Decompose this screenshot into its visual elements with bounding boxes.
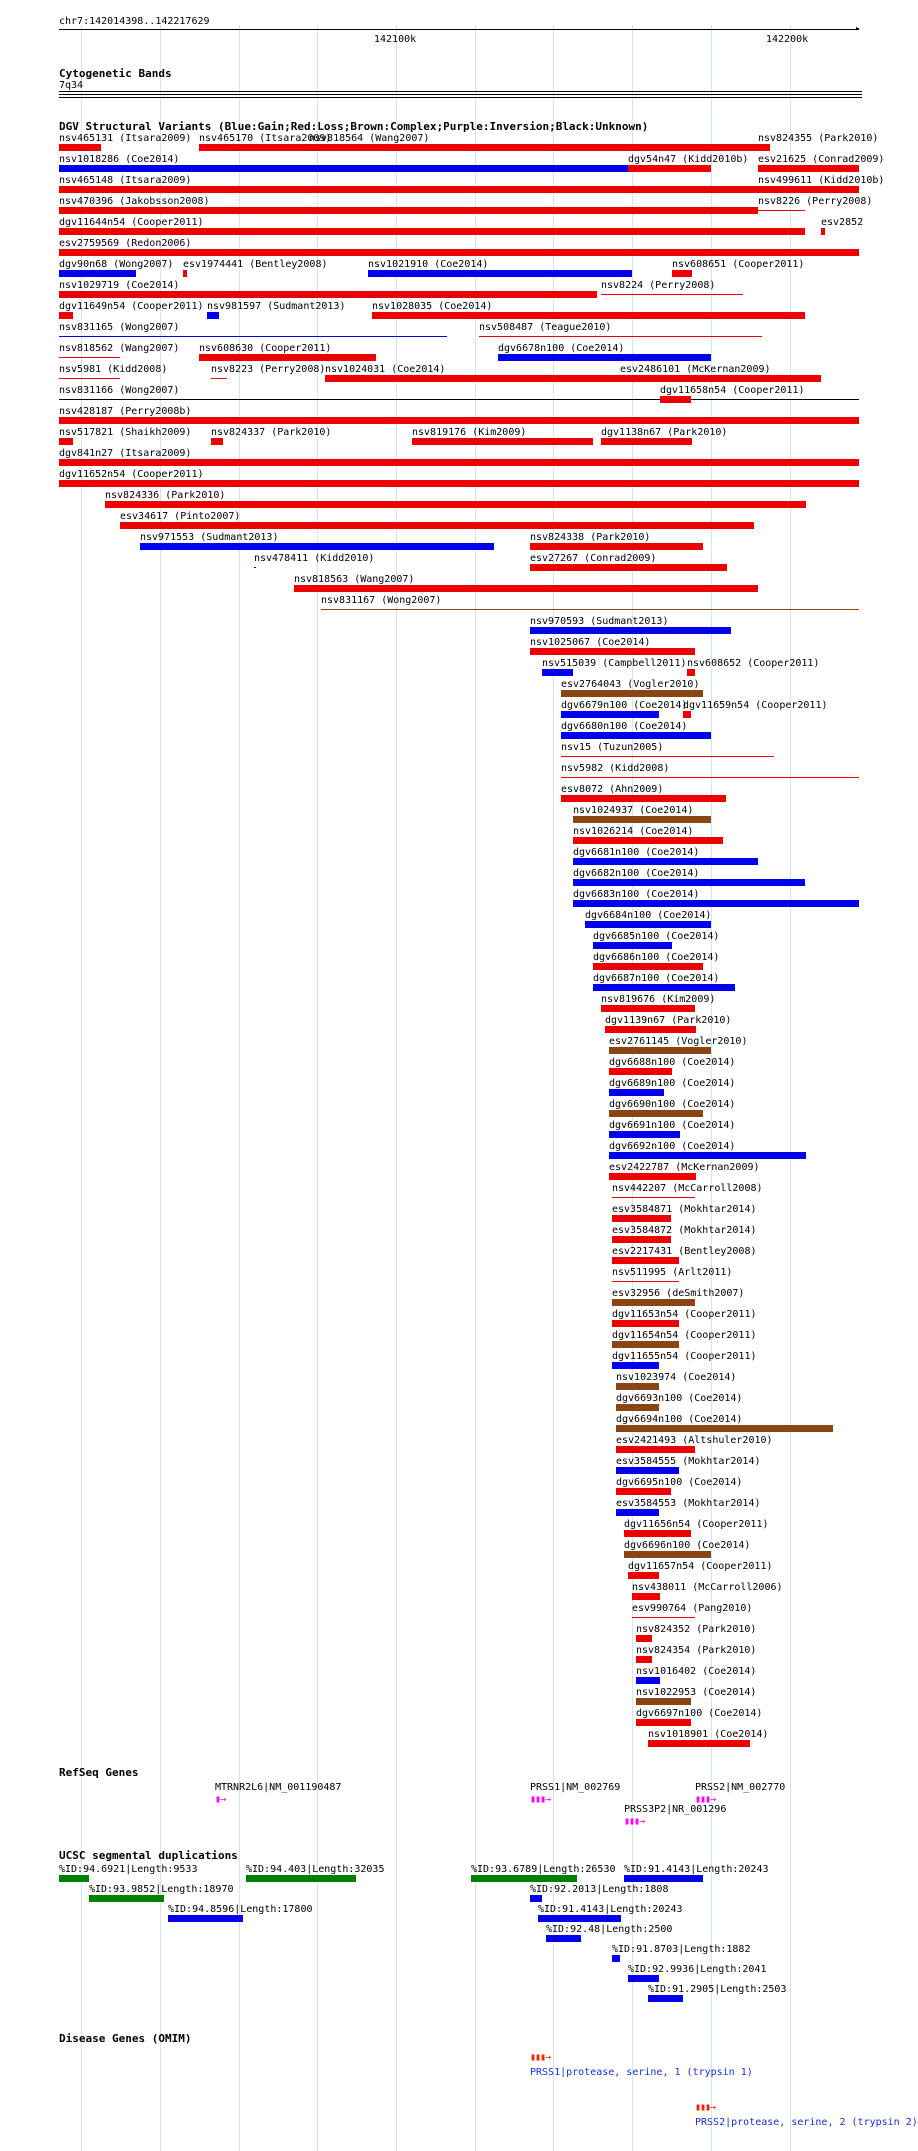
variant-label: dgv6683n100 (Coe2014) <box>573 889 700 900</box>
variant-label: nsv824354 (Park2010) <box>636 1645 757 1656</box>
variant-label: nsv508487 (Teague2010) <box>479 322 612 333</box>
variant-label: nsv1018286 (Coe2014) <box>59 154 180 165</box>
omim-track-title: Disease Genes (OMIM) <box>59 2032 192 2045</box>
variant-bar-loss[interactable] <box>183 270 187 277</box>
variant-label: dgv11653n54 (Cooper2011) <box>612 1309 757 1320</box>
variant-bar-loss[interactable] <box>612 1281 679 1282</box>
variant-label: dgv11656n54 (Cooper2011) <box>624 1519 769 1530</box>
variant-bar-loss[interactable] <box>59 228 805 235</box>
segdup-label: %ID:94.6921|Length:9533 <box>59 1864 198 1875</box>
variant-bar-loss[interactable] <box>59 312 73 319</box>
variant-bar-gain[interactable] <box>593 984 735 991</box>
variant-label: nsv824352 (Park2010) <box>636 1624 757 1635</box>
variant-bar-loss[interactable] <box>612 1320 679 1327</box>
variant-bar-gain[interactable] <box>498 354 711 361</box>
variant-label: nsv824355 (Park2010) <box>758 133 879 144</box>
variant-bar-loss[interactable] <box>479 336 762 337</box>
variant-label: nsv465148 (Itsara2009) <box>59 175 192 186</box>
variant-bar-gain[interactable] <box>542 669 573 676</box>
variant-label: nsv517821 (Shaikh2009) <box>59 427 192 438</box>
variant-label: dgv6691n100 (Coe2014) <box>609 1120 736 1131</box>
variant-label: nsv511995 (Arlt2011) <box>612 1267 733 1278</box>
variant-bar-loss[interactable] <box>821 228 825 235</box>
segdup-label: %ID:92.2013|Length:1808 <box>530 1884 669 1895</box>
variant-label: esv2422787 (McKernan2009) <box>609 1162 760 1173</box>
variant-bar-loss[interactable] <box>59 417 859 424</box>
variant-label: dgv90n68 (Wong2007) <box>59 259 174 270</box>
variant-label: esv3584871 (Mokhtar2014) <box>612 1204 757 1215</box>
variant-label: dgv841n27 (Itsara2009) <box>59 448 192 459</box>
gridline <box>396 25 397 2151</box>
variant-bar-loss[interactable] <box>758 165 859 172</box>
variant-bar-gain[interactable] <box>561 711 659 718</box>
variant-label: nsv608630 (Cooper2011) <box>199 343 332 354</box>
variant-bar-loss[interactable] <box>59 357 120 358</box>
variant-bar-gain[interactable] <box>609 1152 806 1159</box>
variant-label: nsv831167 (Wong2007) <box>321 595 442 606</box>
segdup-bar[interactable] <box>628 1975 659 1982</box>
variant-bar-loss[interactable] <box>59 249 859 256</box>
variant-label: dgv6679n100 (Coe2014) <box>561 700 688 711</box>
segdup-bar[interactable] <box>59 1875 89 1882</box>
variant-bar-loss[interactable] <box>530 648 695 655</box>
segdup-label: %ID:94.8596|Length:17800 <box>168 1904 313 1915</box>
variant-label: nsv608652 (Cooper2011) <box>687 658 820 669</box>
variant-label: dgv11655n54 (Cooper2011) <box>612 1351 757 1362</box>
segdup-bar[interactable] <box>168 1915 243 1922</box>
ruler-tick-label-142200k: 142200k <box>766 34 809 45</box>
refseq-track-title: RefSeq Genes <box>59 1766 139 1779</box>
variant-label: nsv1024937 (Coe2014) <box>573 805 694 816</box>
variant-label: dgv11649n54 (Cooper2011) <box>59 301 204 312</box>
variant-bar-gain[interactable] <box>368 270 632 277</box>
variant-label: nsv5982 (Kidd2008) <box>561 763 670 774</box>
variant-label: nsv970593 (Sudmant2013) <box>530 616 669 627</box>
segdup-bar[interactable] <box>546 1935 581 1942</box>
variant-bar-loss[interactable] <box>211 378 227 379</box>
variant-label: dgv6694n100 (Coe2014) <box>616 1414 743 1425</box>
variant-label: nsv819176 (Kim2009) <box>412 427 527 438</box>
variant-label: nsv1018901 (Coe2014) <box>648 1729 769 1740</box>
variant-bar-loss[interactable] <box>672 270 692 277</box>
gene-model-icon[interactable]: ▮▮▮→ <box>695 1794 716 1805</box>
variant-bar-gain[interactable] <box>616 1467 679 1474</box>
variant-bar-loss[interactable] <box>59 291 597 298</box>
variant-bar-complex[interactable] <box>573 816 711 823</box>
variant-label: nsv1025067 (Coe2014) <box>530 637 651 648</box>
variant-label: esv2852 <box>821 217 864 228</box>
gene-model-icon[interactable]: ▮→ <box>215 1794 226 1805</box>
variant-label: esv990764 (Pang2010) <box>632 1603 753 1614</box>
variant-bar-complex[interactable] <box>321 609 859 610</box>
variant-bar-loss[interactable] <box>632 1593 660 1600</box>
variant-bar-loss[interactable] <box>59 207 758 214</box>
variant-label: nsv442207 (McCarroll2008) <box>612 1183 763 1194</box>
variant-label: nsv1021910 (Coe2014) <box>368 259 489 270</box>
variant-bar-loss[interactable] <box>758 210 805 211</box>
cytoband-label: 7q34 <box>59 80 84 91</box>
variant-label: nsv1028035 (Coe2014) <box>372 301 493 312</box>
variant-bar-loss[interactable] <box>59 438 73 445</box>
variant-bar-loss[interactable] <box>683 711 691 718</box>
ruler-tick-label-142100k: 142100k <box>374 34 417 45</box>
variant-bar-gain[interactable] <box>59 165 632 172</box>
segdup-label: %ID:92.9936|Length:2041 <box>628 1964 767 1975</box>
refseq-gene-label: MTRNR2L6|NM_001190487 <box>215 1782 342 1793</box>
variant-bar-loss[interactable] <box>687 669 695 676</box>
variant-bar-loss[interactable] <box>211 438 223 445</box>
segdup-bar[interactable] <box>538 1915 621 1922</box>
variant-label: dgv6685n100 (Coe2014) <box>593 931 720 942</box>
refseq-gene-label: PRSS2|NM_002770 <box>695 1782 786 1793</box>
segdup-label: %ID:93.6789|Length:26530 <box>471 1864 616 1875</box>
variant-label: nsv8223 (Perry2008) <box>211 364 326 375</box>
omim-gene-icon[interactable]: ▮▮▮→ <box>530 2052 551 2063</box>
variant-label: esv2486101 (McKernan2009) <box>620 364 771 375</box>
segdup-bar[interactable] <box>612 1955 620 1962</box>
segdup-bar[interactable] <box>624 1875 703 1882</box>
variant-label: dgv6697n100 (Coe2014) <box>636 1708 763 1719</box>
variant-label: dgv11657n54 (Cooper2011) <box>628 1561 773 1572</box>
variant-bar-loss[interactable] <box>609 1173 696 1180</box>
variant-label: esv2759569 (Redon2006) <box>59 238 192 249</box>
variant-label: nsv8224 (Perry2008) <box>601 280 716 291</box>
variant-bar-loss[interactable] <box>620 375 821 382</box>
variant-bar-loss[interactable] <box>660 396 691 403</box>
variant-label: esv2421493 (Altshuler2010) <box>616 1435 773 1446</box>
variant-bar-loss[interactable] <box>561 795 726 802</box>
variant-bar-gain[interactable] <box>616 1509 659 1516</box>
variant-bar-loss[interactable] <box>612 1257 679 1264</box>
variant-label: esv1974441 (Bentley2008) <box>183 259 328 270</box>
variant-label: dgv11659n54 (Cooper2011) <box>683 700 828 711</box>
variant-bar-loss[interactable] <box>530 543 703 550</box>
variant-bar-unknown[interactable] <box>59 399 859 400</box>
variant-bar-loss[interactable] <box>309 144 758 151</box>
segdup-label: %ID:91.2905|Length:2503 <box>648 1984 787 1995</box>
variant-bar-loss[interactable] <box>648 1740 750 1747</box>
variant-label: nsv15 (Tuzun2005) <box>561 742 664 753</box>
variant-label: dgv6693n100 (Coe2014) <box>616 1393 743 1404</box>
omim-gene-link[interactable]: PRSS2|protease, serine, 2 (trypsin 2) <box>695 2117 918 2128</box>
variant-label: dgv6684n100 (Coe2014) <box>585 910 712 921</box>
variant-label: nsv818563 (Wang2007) <box>294 574 415 585</box>
variant-label: nsv1023974 (Coe2014) <box>616 1372 737 1383</box>
variant-label: esv2764043 (Vogler2010) <box>561 679 700 690</box>
variant-label: nsv824337 (Park2010) <box>211 427 332 438</box>
variant-label: nsv971553 (Sudmant2013) <box>140 532 279 543</box>
variant-label: esv3584553 (Mokhtar2014) <box>616 1498 761 1509</box>
segdup-bar[interactable] <box>246 1875 356 1882</box>
variant-bar-loss[interactable] <box>59 459 859 466</box>
variant-label: esv3584555 (Mokhtar2014) <box>616 1456 761 1467</box>
variant-bar-loss[interactable] <box>758 144 770 151</box>
variant-label: nsv1016402 (Coe2014) <box>636 1666 757 1677</box>
variant-label: dgv6696n100 (Coe2014) <box>624 1540 751 1551</box>
variant-label: dgv6692n100 (Coe2014) <box>609 1141 736 1152</box>
variant-bar-complex[interactable] <box>612 1299 695 1306</box>
variant-label: nsv5981 (Kidd2008) <box>59 364 168 375</box>
variant-label: dgv1138n67 (Park2010) <box>601 427 728 438</box>
variant-bar-gain[interactable] <box>636 1677 660 1684</box>
cytoband-line-bottom <box>59 94 862 95</box>
segdup-label: %ID:92.48|Length:2500 <box>546 1924 673 1935</box>
variant-label: nsv438011 (McCarroll2006) <box>632 1582 783 1593</box>
dgv-track-title: DGV Structural Variants (Blue:Gain;Red:Loss;Brown:Complex;Purple:Inversion;Black:Unknown) <box>59 120 649 133</box>
segdup-label: %ID:93.9852|Length:18970 <box>89 1884 234 1895</box>
variant-bar-gain[interactable] <box>612 1362 659 1369</box>
variant-bar-loss[interactable] <box>612 1197 695 1198</box>
gridline <box>790 25 791 2151</box>
variant-bar-gain[interactable] <box>561 732 711 739</box>
variant-bar-gain[interactable] <box>593 942 672 949</box>
variant-bar-loss[interactable] <box>636 1719 691 1726</box>
segdup-bar[interactable] <box>648 1995 683 2002</box>
variant-label: esv2217431 (Bentley2008) <box>612 1246 757 1257</box>
variant-bar-complex[interactable] <box>561 690 703 697</box>
variant-bar-loss[interactable] <box>616 1446 695 1453</box>
variant-label: nsv8226 (Perry2008) <box>758 196 873 207</box>
variant-label: nsv818564 (Wang2007) <box>309 133 430 144</box>
variant-bar-loss[interactable] <box>593 963 703 970</box>
variant-bar-loss[interactable] <box>59 480 859 487</box>
variant-label: esv21625 (Conrad2009) <box>758 154 885 165</box>
variant-bar-loss[interactable] <box>325 375 624 382</box>
variant-label: nsv818562 (Wang2007) <box>59 343 180 354</box>
variant-bar-loss[interactable] <box>530 564 727 571</box>
variant-label: nsv465170 (Itsara2009) <box>199 133 332 144</box>
omim-gene-icon[interactable]: ▮▮▮→ <box>695 2102 716 2113</box>
variant-label: dgv11652n54 (Cooper2011) <box>59 469 204 480</box>
variant-label: esv3584872 (Mokhtar2014) <box>612 1225 757 1236</box>
variant-label: nsv465131 (Itsara2009) <box>59 133 192 144</box>
variant-bar-loss[interactable] <box>294 585 758 592</box>
cytoband-line-base <box>59 97 862 98</box>
variant-label: nsv819676 (Kim2009) <box>601 994 716 1005</box>
cytoband-line-top <box>59 91 862 92</box>
variant-label: nsv981597 (Sudmant2013) <box>207 301 346 312</box>
segdup-bar[interactable] <box>530 1895 542 1902</box>
variant-label: nsv824336 (Park2010) <box>105 490 226 501</box>
variant-label: dgv11658n54 (Cooper2011) <box>660 385 805 396</box>
variant-label: esv32956 (deSmith2007) <box>612 1288 745 1299</box>
variant-bar-loss[interactable] <box>624 1530 691 1537</box>
variant-label: nsv1022953 (Coe2014) <box>636 1687 757 1698</box>
variant-label: esv8072 (Ahn2009) <box>561 784 664 795</box>
variant-bar-loss[interactable] <box>573 837 723 844</box>
variant-label: nsv1024031 (Coe2014) <box>325 364 446 375</box>
variant-bar-complex[interactable] <box>616 1383 659 1390</box>
variant-label: nsv470396 (Jakobsson2008) <box>59 196 210 207</box>
variant-bar-gain[interactable] <box>207 312 219 319</box>
variant-label: nsv1026214 (Coe2014) <box>573 826 694 837</box>
variant-label: dgv6689n100 (Coe2014) <box>609 1078 736 1089</box>
variant-label: nsv608651 (Cooper2011) <box>672 259 805 270</box>
variant-bar-loss[interactable] <box>605 1026 696 1033</box>
variant-bar-loss[interactable] <box>612 1215 671 1222</box>
variant-bar-loss[interactable] <box>561 756 774 757</box>
variant-bar-loss[interactable] <box>632 1617 695 1618</box>
variant-bar-loss[interactable] <box>561 777 859 778</box>
variant-label: dgv54n47 (Kidd2010b) <box>628 154 749 165</box>
variant-bar-loss[interactable] <box>636 1635 652 1642</box>
variant-label: dgv11644n54 (Cooper2011) <box>59 217 204 228</box>
variant-label: dgv6688n100 (Coe2014) <box>609 1057 736 1068</box>
variant-bar-loss[interactable] <box>59 144 101 151</box>
variant-label: dgv6687n100 (Coe2014) <box>593 973 720 984</box>
variant-bar-loss[interactable] <box>59 378 120 379</box>
variant-bar-gain[interactable] <box>573 858 758 865</box>
variant-bar-complex[interactable] <box>624 1551 711 1558</box>
segdup-bar[interactable] <box>89 1895 164 1902</box>
variant-bar-loss[interactable] <box>616 1488 671 1495</box>
variant-label: nsv499611 (Kidd2010b) <box>758 175 885 186</box>
variant-label: nsv515039 (Campbell2011) <box>542 658 687 669</box>
variant-label: nsv831165 (Wong2007) <box>59 322 180 333</box>
variant-label: dgv6678n100 (Coe2014) <box>498 343 625 354</box>
variant-bar-loss[interactable] <box>636 1656 652 1663</box>
variant-bar-gain[interactable] <box>609 1131 680 1138</box>
variant-label: nsv478411 (Kidd2010) <box>254 553 375 564</box>
variant-bar-complex[interactable] <box>609 1047 711 1054</box>
variant-bar-loss[interactable] <box>609 1068 672 1075</box>
variant-bar-complex[interactable] <box>616 1425 833 1432</box>
gene-model-icon[interactable]: ▮▮▮→ <box>624 1816 645 1827</box>
variant-bar-gain[interactable] <box>573 879 805 886</box>
ruler-line <box>59 29 859 30</box>
variant-bar-loss[interactable] <box>105 501 806 508</box>
coordinate-range-label: chr7:142014398..142217629 <box>59 16 210 27</box>
omim-gene-link[interactable]: PRSS1|protease, serine, 1 (trypsin 1) <box>530 2067 753 2078</box>
variant-bar-gain[interactable] <box>585 921 711 928</box>
variant-label: dgv6695n100 (Coe2014) <box>616 1477 743 1488</box>
variant-bar-loss[interactable] <box>120 522 754 529</box>
variant-label: esv34617 (Pinto2007) <box>120 511 241 522</box>
variant-label: esv27267 (Conrad2009) <box>530 553 657 564</box>
variant-bar-complex[interactable] <box>616 1404 659 1411</box>
gridline <box>475 25 476 2151</box>
segdup-bar[interactable] <box>471 1875 577 1882</box>
variant-bar-loss[interactable] <box>628 1572 659 1579</box>
variant-bar-loss[interactable] <box>612 1236 671 1243</box>
variant-bar-complex[interactable] <box>609 1110 703 1117</box>
refseq-gene-label: PRSS3P2|NR_001296 <box>624 1804 727 1815</box>
variant-label: dgv6682n100 (Coe2014) <box>573 868 700 879</box>
variant-bar-loss[interactable] <box>628 165 711 172</box>
variant-label: dgv1139n67 (Park2010) <box>605 1015 732 1026</box>
variant-bar-loss[interactable] <box>59 186 758 193</box>
variant-bar-loss[interactable] <box>601 1005 695 1012</box>
segdup-label: %ID:91.4143|Length:20243 <box>538 1904 683 1915</box>
variant-label: dgv6690n100 (Coe2014) <box>609 1099 736 1110</box>
variant-bar-complex[interactable] <box>636 1698 691 1705</box>
variant-label: dgv11654n54 (Cooper2011) <box>612 1330 757 1341</box>
variant-label: nsv831166 (Wong2007) <box>59 385 180 396</box>
variant-bar-gain[interactable] <box>609 1089 664 1096</box>
variant-bar-loss[interactable] <box>199 354 376 361</box>
segdup-label: %ID:91.4143|Length:20243 <box>624 1864 769 1875</box>
variant-bar-loss[interactable] <box>601 438 692 445</box>
variant-bar-loss[interactable] <box>372 312 805 319</box>
variant-bar-gain[interactable] <box>59 270 136 277</box>
variant-bar-loss[interactable] <box>601 294 743 295</box>
segdup-track-title: UCSC segmental duplications <box>59 1849 238 1862</box>
variant-bar-complex[interactable] <box>612 1341 679 1348</box>
segdup-label: %ID:91.8703|Length:1882 <box>612 1944 751 1955</box>
refseq-gene-label: PRSS1|NM_002769 <box>530 1782 621 1793</box>
variant-label: esv2761145 (Vogler2010) <box>609 1036 748 1047</box>
variant-bar-loss[interactable] <box>758 186 859 193</box>
segdup-label: %ID:94.403|Length:32035 <box>246 1864 385 1875</box>
variant-bar-gain[interactable] <box>140 543 494 550</box>
gene-model-icon[interactable]: ▮▮▮→ <box>530 1794 551 1805</box>
variant-label: dgv6686n100 (Coe2014) <box>593 952 720 963</box>
variant-label: dgv6681n100 (Coe2014) <box>573 847 700 858</box>
variant-label: nsv1029719 (Coe2014) <box>59 280 180 291</box>
variant-bar-gain[interactable] <box>254 567 256 568</box>
variant-bar-gain[interactable] <box>530 627 731 634</box>
variant-label: dgv6680n100 (Coe2014) <box>561 721 688 732</box>
variant-bar-gain[interactable] <box>59 336 447 337</box>
variant-label: nsv428187 (Perry2008b) <box>59 406 192 417</box>
ruler-arrow-icon: ▸ <box>855 24 861 34</box>
variant-bar-gain[interactable] <box>573 900 859 907</box>
variant-label: nsv824338 (Park2010) <box>530 532 651 543</box>
cytoband-track-title: Cytogenetic Bands <box>59 67 172 80</box>
variant-bar-loss[interactable] <box>412 438 593 445</box>
